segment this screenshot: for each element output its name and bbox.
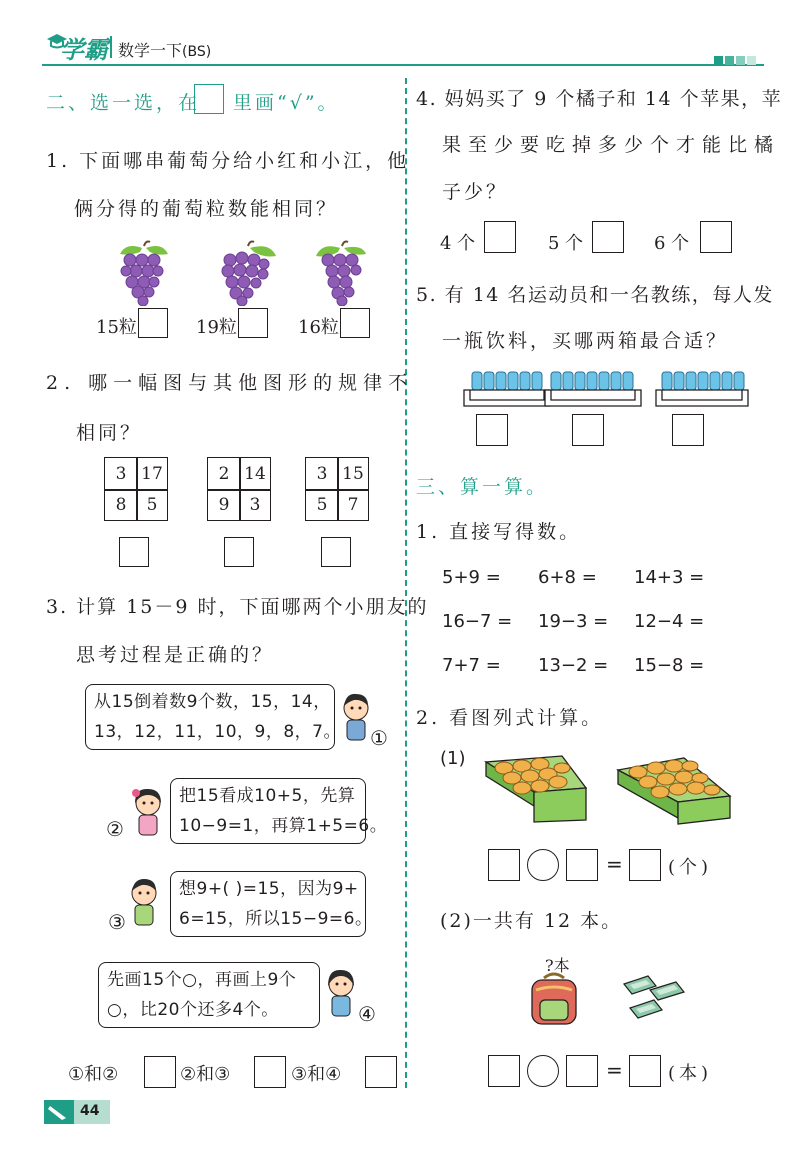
column-divider xyxy=(405,78,407,1088)
bubble-line: 想9+( )=15，因为9+ xyxy=(179,879,359,899)
header-divider xyxy=(110,36,112,58)
q1-option-1-checkbox[interactable] xyxy=(138,308,168,338)
q3-line1: 3. 计算 15－9 时，下面哪两个小朋友的 xyxy=(46,596,429,618)
s3-q2-p2-question: ?本 xyxy=(545,956,570,975)
q3-choice-2-label: ②和③ xyxy=(180,1064,231,1085)
q4-line1: 4. 妈妈买了 9 个橘子和 14 个苹果，苹 xyxy=(416,88,783,110)
calc-item: 13−2 = xyxy=(538,655,609,676)
section2-title-suffix: 里画“√”。 xyxy=(233,92,340,114)
calc-item: 16−7 = xyxy=(442,611,513,632)
calc-item: 7+7 = xyxy=(442,655,501,676)
q2-grid-cell: 3 xyxy=(249,495,261,515)
section2-title-prefix: 二、选一选，在 xyxy=(46,92,201,114)
pencil-icon xyxy=(44,1100,74,1124)
q3-mark-1: ① xyxy=(370,726,388,750)
equation1-equals: = xyxy=(606,852,623,876)
q4-line2: 果至少要吃掉多少个才能比橘 xyxy=(442,134,781,156)
q2-grid-cell: 5 xyxy=(316,495,328,515)
grape-bunch-1 xyxy=(116,240,172,306)
q2-grid-cell: 14 xyxy=(244,464,266,484)
boy-avatar-icon xyxy=(126,875,162,931)
q2-grid-1 xyxy=(104,457,168,521)
q3-bubble-1 xyxy=(85,684,341,750)
calc-item: 12−4 = xyxy=(634,611,705,632)
s3-q2-p2-label: (2)一共有 12 本。 xyxy=(440,910,623,932)
q4-option-2-checkbox[interactable] xyxy=(592,221,624,253)
drink-crate-icon xyxy=(654,366,750,412)
q3-mark-4: ④ xyxy=(358,1002,376,1026)
q3-choice-2-checkbox[interactable] xyxy=(254,1056,286,1088)
q2-line1: 2. 哪一幅图与其他图形的规律不 xyxy=(46,372,414,394)
s3-q2-p1-label: (1) xyxy=(440,748,466,769)
page-number-tab xyxy=(44,1100,110,1124)
q2-grid-cell: 2 xyxy=(218,464,230,484)
q5-line1: 5. 有 14 名运动员和一名教练，每人发 xyxy=(416,284,774,306)
header-decor-squares xyxy=(714,50,756,69)
equation1-operand1-box[interactable] xyxy=(488,849,520,881)
equation2-operand1-box[interactable] xyxy=(488,1055,520,1087)
equation1-result-box[interactable] xyxy=(629,849,661,881)
equation1-operator-circle[interactable] xyxy=(527,849,559,881)
q3-line2: 思考过程是正确的？ xyxy=(76,644,275,666)
q2-grid-3 xyxy=(305,457,369,521)
q5-option-1-checkbox[interactable] xyxy=(476,414,508,446)
q5-line2: 一瓶饮料，买哪两箱最合适？ xyxy=(442,330,729,352)
girl-avatar-icon xyxy=(324,966,358,1022)
q1-line2: 俩分得的葡萄粒数能相同？ xyxy=(74,198,339,220)
section3-title: 三、算一算。 xyxy=(416,476,549,498)
grape-bunch-2 xyxy=(218,240,280,306)
q2-grid-2 xyxy=(207,457,271,521)
bubble-line: 先画15个○，再画上9个 xyxy=(107,970,297,990)
q1-line1: 1. 下面哪串葡萄分给小红和小江，他 xyxy=(46,150,410,172)
brand-logo: 学霸 xyxy=(60,36,108,64)
q1-option-3-label: 16粒 xyxy=(298,317,339,338)
girl-avatar-icon xyxy=(130,785,166,841)
boy-avatar-icon xyxy=(340,690,372,750)
bubble-line: 13，12，11，10，9，8，7。 xyxy=(94,722,341,742)
equation2-equals: = xyxy=(606,1058,623,1082)
burger-tray-icon xyxy=(482,748,590,828)
q2-option-3-checkbox[interactable] xyxy=(321,537,351,567)
q3-bubble-4 xyxy=(98,962,320,1028)
grape-bunch-3 xyxy=(314,240,370,306)
calc-item: 15−8 = xyxy=(634,655,705,676)
q4-option-1-checkbox[interactable] xyxy=(484,221,516,253)
q3-bubble-3 xyxy=(170,871,373,937)
calc-item: 6+8 = xyxy=(538,567,597,588)
bubble-line: 10−9=1，再算1+5=6。 xyxy=(179,816,388,836)
edition-label: (BS) xyxy=(182,44,212,60)
q3-bubble-2 xyxy=(170,778,388,844)
q2-grid-cell: 9 xyxy=(218,495,230,515)
q2-grid-cell: 17 xyxy=(141,464,163,484)
header xyxy=(0,0,800,70)
q5-option-3-checkbox[interactable] xyxy=(672,414,704,446)
bubble-line: 6=15，所以15−9=6。 xyxy=(179,909,373,929)
q4-line3: 子少？ xyxy=(442,181,509,203)
drink-crate-icon xyxy=(543,366,643,412)
equation2-operand2-box[interactable] xyxy=(566,1055,598,1087)
q2-option-1-checkbox[interactable] xyxy=(119,537,149,567)
subject-name: 数学一下 xyxy=(118,41,183,60)
q4-option-3-label: 6 个 xyxy=(654,233,690,254)
q2-grid-cell: 3 xyxy=(316,464,328,484)
burger-tray-icon xyxy=(614,752,734,828)
s3-q1-title: 1. 直接写得数。 xyxy=(416,521,582,543)
books-icon xyxy=(618,970,688,1026)
equation1-unit: (个) xyxy=(668,857,713,878)
calc-item: 14+3 = xyxy=(634,567,705,588)
q1-option-2-checkbox[interactable] xyxy=(238,308,268,338)
q2-grid-cell: 3 xyxy=(115,464,127,484)
header-rule xyxy=(42,64,764,66)
q3-mark-3: ③ xyxy=(108,910,126,934)
bubble-line: 从15倒着数9个数，15，14， xyxy=(94,692,331,712)
q3-choice-3-label: ③和④ xyxy=(291,1064,342,1085)
bubble-line: 把15看成10+5，先算 xyxy=(179,786,356,806)
q2-option-2-checkbox[interactable] xyxy=(224,537,254,567)
q2-grid-cell: 7 xyxy=(347,495,359,515)
q1-option-1-label: 15粒 xyxy=(96,317,137,338)
q5-option-2-checkbox[interactable] xyxy=(572,414,604,446)
q4-option-2-label: 5 个 xyxy=(548,233,584,254)
q2-grid-cell: 8 xyxy=(115,495,127,515)
section2-title-box xyxy=(194,84,224,114)
q2-grid-cell: 15 xyxy=(342,464,364,484)
backpack-icon xyxy=(526,970,582,1028)
q2-line2: 相同？ xyxy=(76,422,143,444)
q3-mark-2: ② xyxy=(106,817,124,841)
equation2-result-box[interactable] xyxy=(629,1055,661,1087)
q3-choice-3-checkbox[interactable] xyxy=(365,1056,397,1088)
calc-item: 5+9 = xyxy=(442,567,501,588)
bubble-line: ○，比20个还多4个。 xyxy=(107,1000,279,1020)
subject-title xyxy=(118,38,211,61)
q3-choice-1-checkbox[interactable] xyxy=(144,1056,176,1088)
q4-option-3-checkbox[interactable] xyxy=(700,221,732,253)
q1-option-3-checkbox[interactable] xyxy=(340,308,370,338)
q4-option-1-label: 4 个 xyxy=(440,233,476,254)
q1-option-2-label: 19粒 xyxy=(196,317,237,338)
calc-item: 19−3 = xyxy=(538,611,609,632)
equation2-unit: (本) xyxy=(668,1063,713,1084)
q3-choice-1-label: ①和② xyxy=(68,1064,119,1085)
section2-title xyxy=(46,88,200,115)
s3-q2-title: 2. 看图列式计算。 xyxy=(416,707,604,729)
drink-crate-icon xyxy=(462,366,552,412)
equation1-operand2-box[interactable] xyxy=(566,849,598,881)
q2-grid-cell: 5 xyxy=(146,495,158,515)
equation2-operator-circle[interactable] xyxy=(527,1055,559,1087)
page-number: 44 xyxy=(80,1103,100,1119)
